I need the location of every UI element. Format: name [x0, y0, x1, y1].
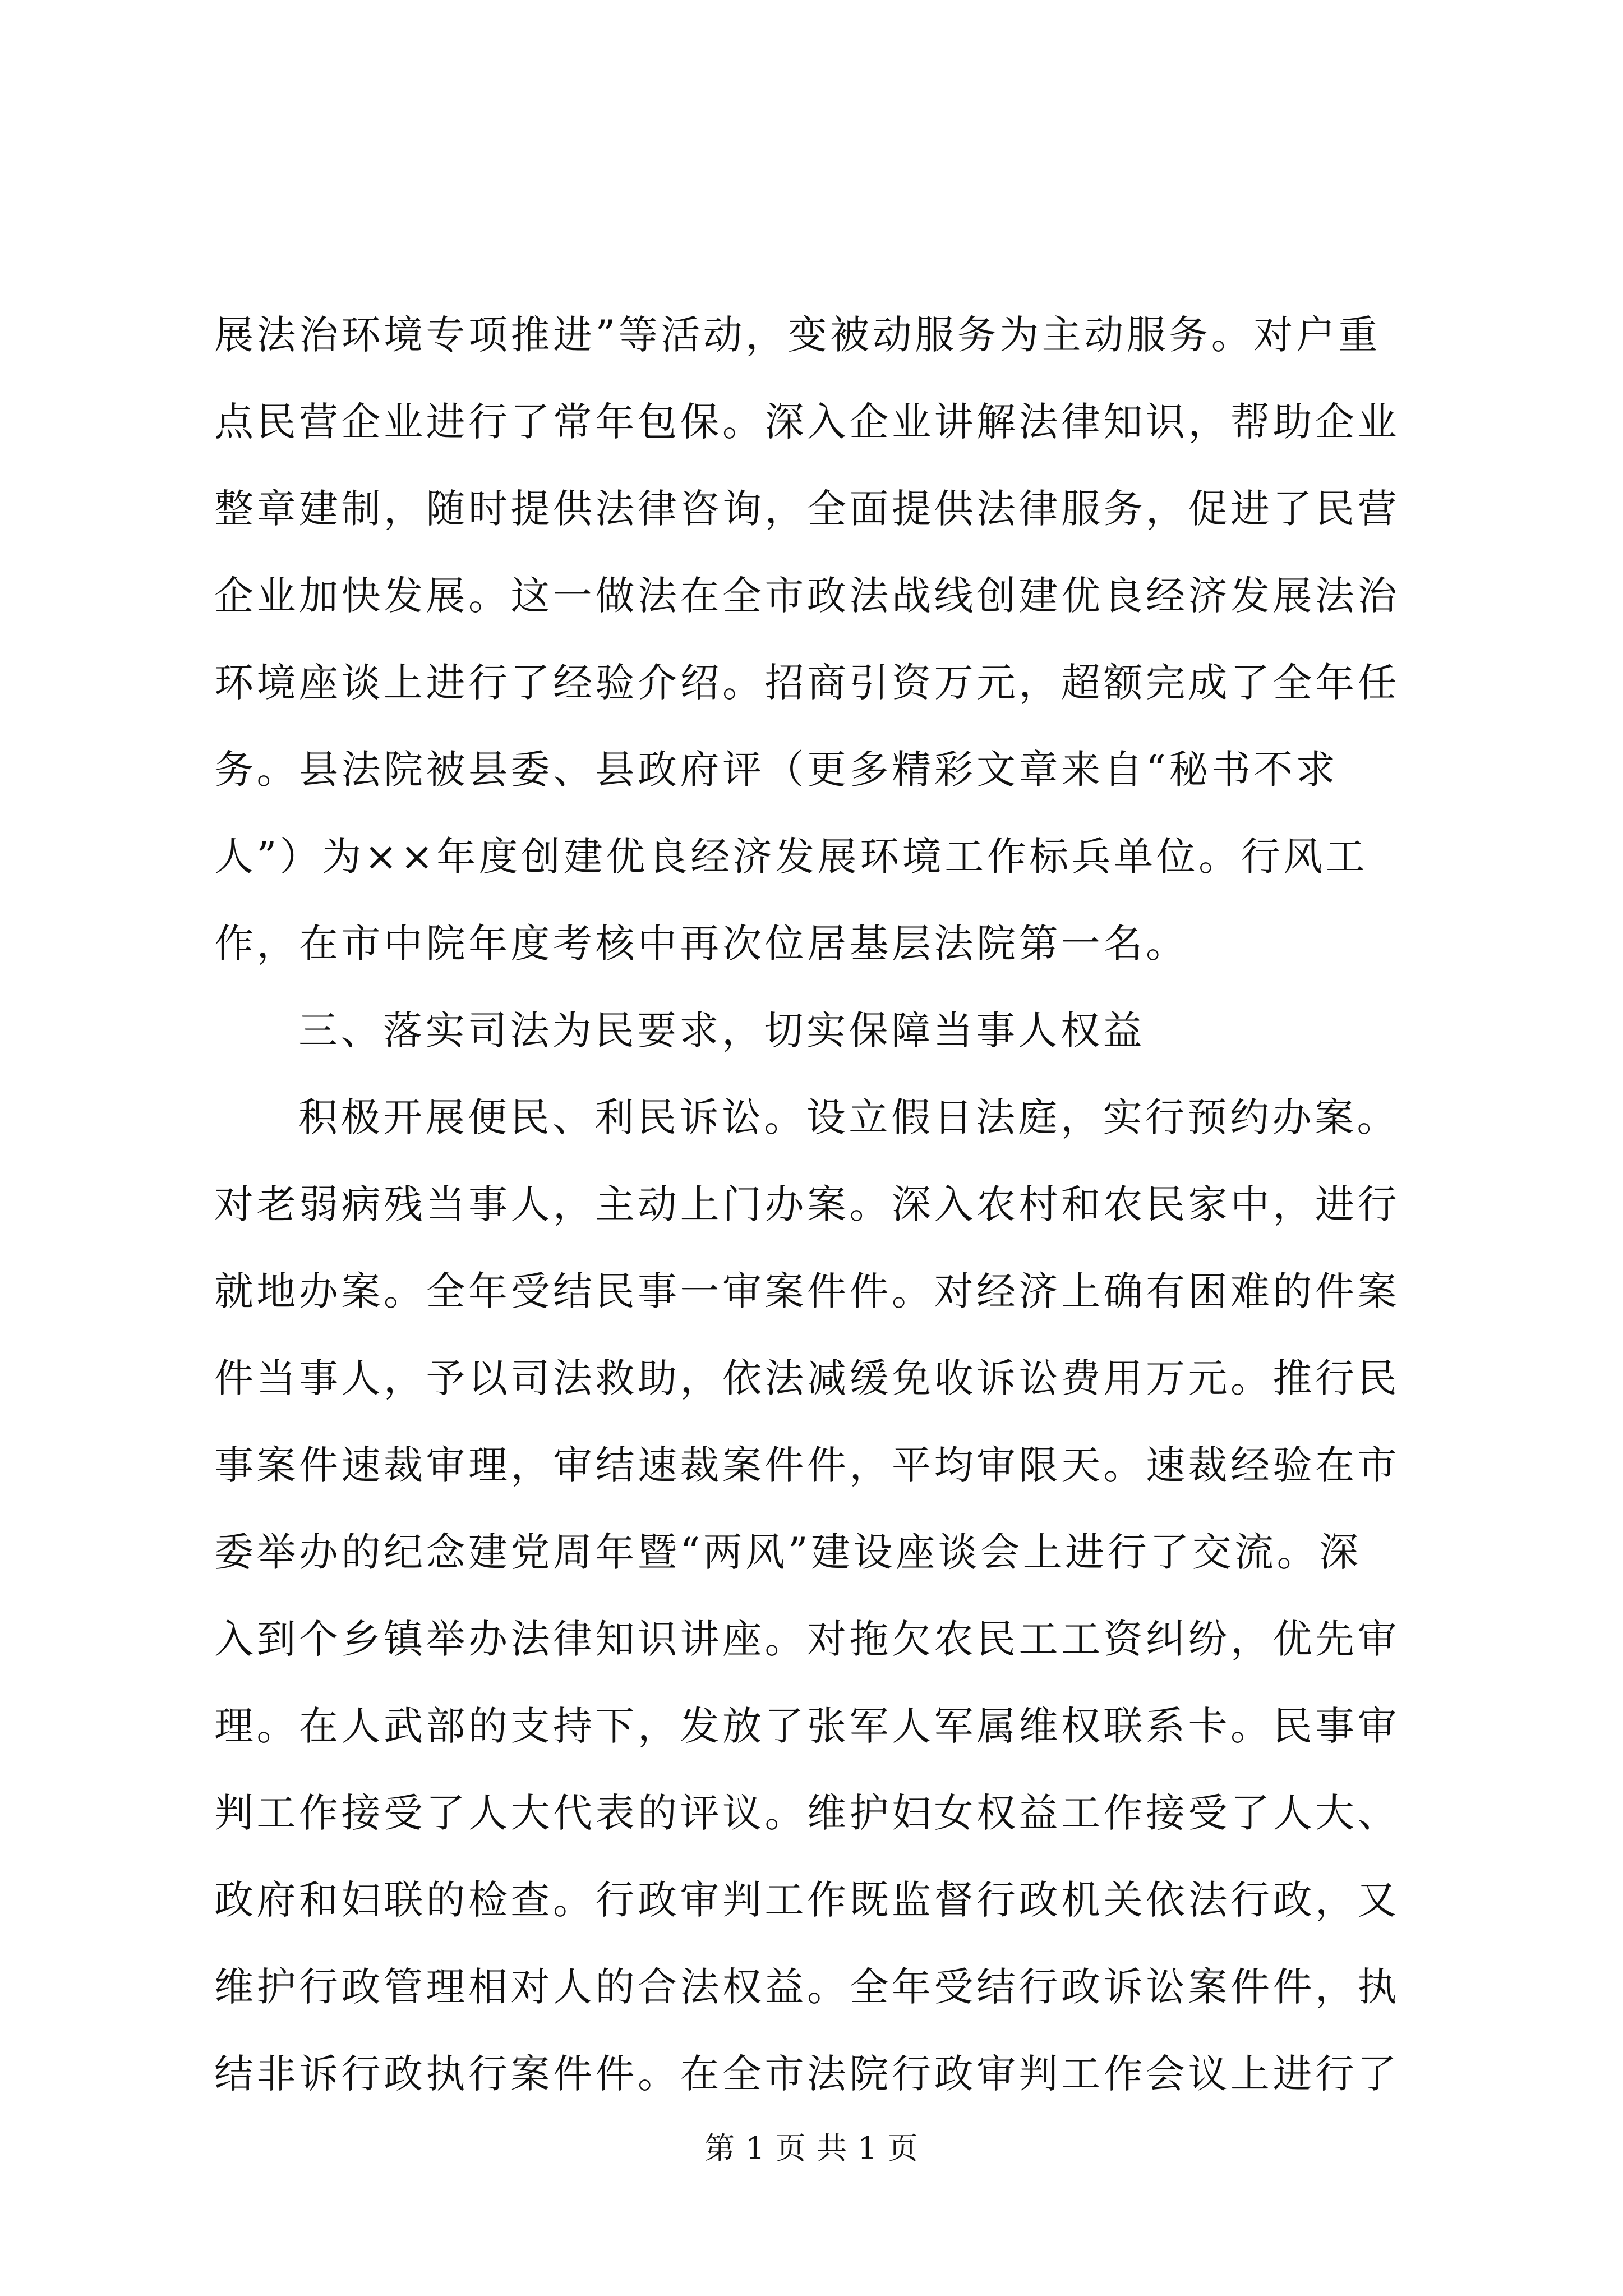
paragraph-line: 入到个乡镇举办法律知识讲座。对拖欠农民工工资纠纷，优先审 — [214, 1616, 1400, 1662]
paragraph-line: 务。县法院被县委、县政府评（更多精彩文章来自“秘书不求 — [214, 747, 1339, 793]
paragraph-line: 点民营企业进行了常年包保。深入企业讲解法律知识，帮助企业 — [214, 399, 1400, 445]
paragraph-line: 整章建制，随时提供法律咨询，全面提供法律服务，促进了民营 — [214, 486, 1400, 532]
paragraph-line: 理。在人武部的支持下，发放了张军人军属维权联系卡。民事审 — [214, 1703, 1400, 1749]
paragraph-line: 政府和妇联的检查。行政审判工作既监督行政机关依法行政，又 — [214, 1877, 1400, 1923]
paragraph-line: 展法治环境专项推进”等活动，变被动服务为主动服务。对户重 — [214, 312, 1381, 358]
paragraph-line: 委举办的纪念建党周年暨“两风”建设座谈会上进行了交流。深 — [214, 1529, 1362, 1575]
paragraph-line: 就地办案。全年受结民事一审案件件。对经济上确有困难的件案 — [214, 1268, 1400, 1314]
paragraph-line: 环境座谈上进行了经验介绍。招商引资万元，超额完成了全年任 — [214, 660, 1400, 706]
paragraph-line: 人”）为××年度创建优良经济发展环境工作标兵单位。行风工 — [214, 834, 1368, 880]
paragraph-line: 结非诉行政执行案件件。在全市法院行政审判工作会议上进行了 — [214, 2051, 1400, 2097]
document-body — [214, 292, 1409, 2118]
paragraph-line: 作，在市中院年度考核中再次位居基层法院第一名。 — [214, 921, 1188, 967]
paragraph-line: 对老弱病残当事人，主动上门办案。深入农村和农民家中，进行 — [214, 1181, 1400, 1227]
paragraph-line: 企业加快发展。这一做法在全市政法战线创建优良经济发展法治 — [214, 573, 1400, 619]
section-heading: 三、落实司法为民要求，切实保障当事人权益 — [298, 1007, 1145, 1053]
paragraph-first-line: 积极开展便民、利民诉讼。设立假日法庭，实行预约办案。 — [298, 1094, 1399, 1140]
page-number-footer: 第 1 页 共 1 页 — [704, 2131, 919, 2166]
paragraph-line: 件当事人，予以司法救助，依法减缓免收诉讼费用万元。推行民 — [214, 1355, 1400, 1401]
paragraph-line: 事案件速裁审理，审结速裁案件件，平均审限天。速裁经验在市 — [214, 1442, 1400, 1488]
paragraph-line: 维护行政管理相对人的合法权益。全年受结行政诉讼案件件，执 — [214, 1964, 1400, 2010]
paragraph-line: 判工作接受了人大代表的评议。维护妇女权益工作接受了人大、 — [214, 1790, 1400, 1836]
